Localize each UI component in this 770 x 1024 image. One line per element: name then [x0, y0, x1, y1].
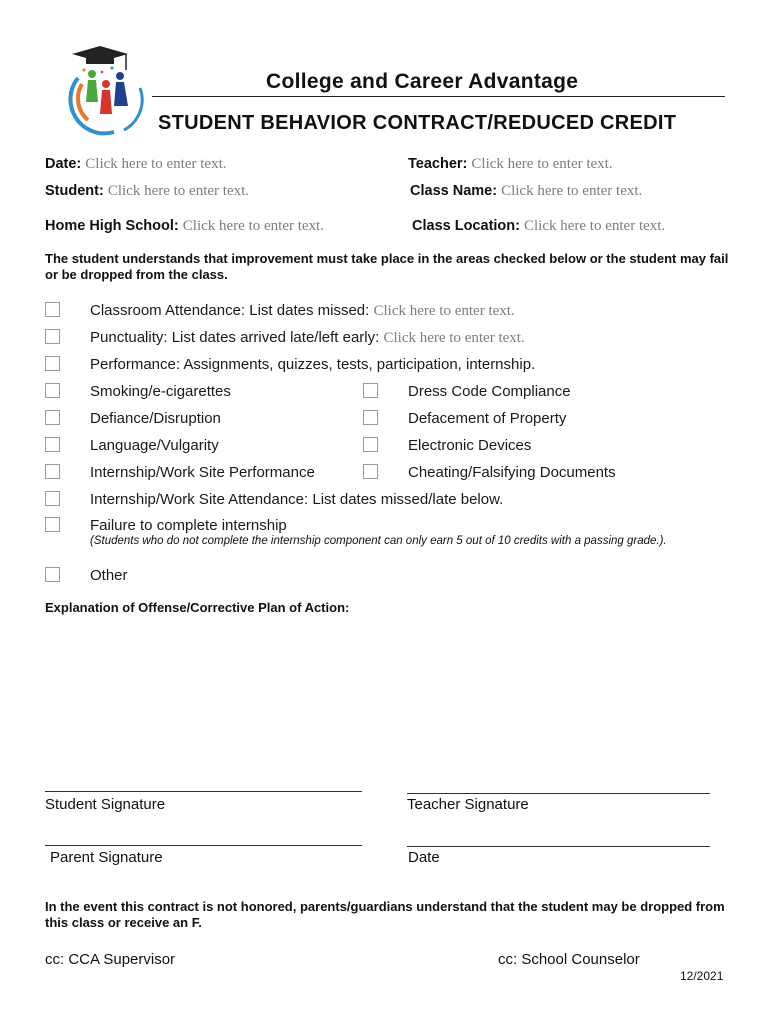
checkbox-defiance[interactable] — [45, 410, 60, 425]
checkbox-failure-internship[interactable] — [45, 517, 60, 532]
title-divider — [152, 96, 725, 97]
checkbox-smoking[interactable] — [45, 383, 60, 398]
item-internship-performance: Internship/Work Site Performance — [90, 464, 315, 481]
checkbox-electronic-devices[interactable] — [363, 437, 378, 452]
item-language: Language/Vulgarity — [90, 437, 219, 454]
parent-signature-line[interactable] — [45, 845, 362, 846]
student-label: Student: — [45, 183, 104, 199]
cc-counselor: cc: School Counselor — [498, 951, 640, 968]
teacher-label: Teacher: — [408, 156, 468, 172]
teacher-input[interactable]: Click here to enter text. — [471, 156, 613, 172]
item-performance: Performance: Assignments, quizzes, tests, participation, internship. — [90, 356, 536, 373]
class-name-field — [410, 183, 642, 200]
internship-credit-note: (Students who do not complete the internship component can only earn 5 out of 10 credits with a passing grade.). — [90, 535, 667, 547]
checkbox-classroom-attendance[interactable] — [45, 302, 60, 317]
student-input[interactable]: Click here to enter text. — [107, 183, 250, 199]
class-location-field — [412, 218, 665, 235]
item-defacement: Defacement of Property — [408, 410, 567, 427]
class-location-input[interactable]: Click here to enter text. — [524, 218, 666, 234]
teacher-signature-label: Teacher Signature — [407, 796, 529, 813]
item-defiance: Defiance/Disruption — [90, 410, 221, 427]
date-signature-label: Date — [408, 849, 440, 866]
teacher-field — [408, 156, 613, 173]
item-cheating: Cheating/Falsifying Documents — [408, 464, 616, 481]
item-punctuality — [90, 329, 525, 347]
checkbox-dress-code[interactable] — [363, 383, 378, 398]
item-classroom-attendance — [90, 302, 515, 320]
item-electronic-devices: Electronic Devices — [408, 437, 532, 454]
home-high-school-input[interactable]: Click here to enter text. — [182, 218, 324, 234]
checkbox-cheating[interactable] — [363, 464, 378, 479]
explanation-label: Explanation of Offense/Corrective Plan of Action: — [45, 600, 350, 615]
teacher-signature-line[interactable] — [407, 793, 710, 794]
date-label: Date: — [45, 156, 82, 172]
document-title: STUDENT BEHAVIOR CONTRACT/REDUCED CREDIT — [158, 112, 677, 134]
item-internship-attendance: Internship/Work Site Attendance: List dates missed/late below. — [90, 491, 504, 508]
class-location-label: Class Location: — [412, 218, 520, 234]
home-high-school-field — [45, 218, 324, 235]
item-label: Classroom Attendance: List dates missed: — [90, 302, 370, 319]
checkbox-punctuality[interactable] — [45, 329, 60, 344]
checkbox-language[interactable] — [45, 437, 60, 452]
home-high-school-label: Home High School: — [45, 218, 179, 234]
checkbox-internship-performance[interactable] — [45, 464, 60, 479]
contract-notice: In the event this contract is not honored, parents/guardians understand that the student may be dropped from this class or receive an F. — [45, 899, 725, 930]
item-other: Other — [90, 567, 128, 584]
class-name-label: Class Name: — [410, 183, 498, 199]
student-signature-line[interactable] — [45, 791, 362, 792]
date-field — [45, 156, 227, 173]
checkbox-defacement[interactable] — [363, 410, 378, 425]
revision-date: 12/2021 — [680, 969, 724, 983]
class-name-input[interactable]: Click here to enter text. — [501, 183, 643, 199]
cc-supervisor: cc: CCA Supervisor — [45, 951, 176, 968]
parent-signature-label: Parent Signature — [50, 849, 163, 866]
checkbox-other[interactable] — [45, 567, 60, 582]
item-dress-code: Dress Code Compliance — [408, 383, 571, 400]
checkbox-performance[interactable] — [45, 356, 60, 371]
item-failure-internship: Failure to complete internship — [90, 517, 287, 534]
item-smoking: Smoking/e-cigarettes — [90, 383, 231, 400]
punctuality-dates-input[interactable]: Click here to enter text. — [383, 330, 525, 346]
student-field — [45, 183, 249, 200]
item-label: Punctuality: List dates arrived late/left early: — [90, 329, 380, 346]
student-signature-label: Student Signature — [45, 796, 166, 813]
org-title: College and Career Advantage — [266, 70, 579, 93]
school-logo — [62, 44, 148, 140]
date-input[interactable]: Click here to enter text. — [85, 156, 227, 172]
checkbox-internship-attendance[interactable] — [45, 491, 60, 506]
attendance-dates-input[interactable]: Click here to enter text. — [373, 303, 515, 319]
date-signature-line[interactable] — [407, 846, 710, 847]
intro-statement: The student understands that improvement must take place in the areas checked below or the student may fail or be dropped from the class. — [45, 251, 729, 282]
